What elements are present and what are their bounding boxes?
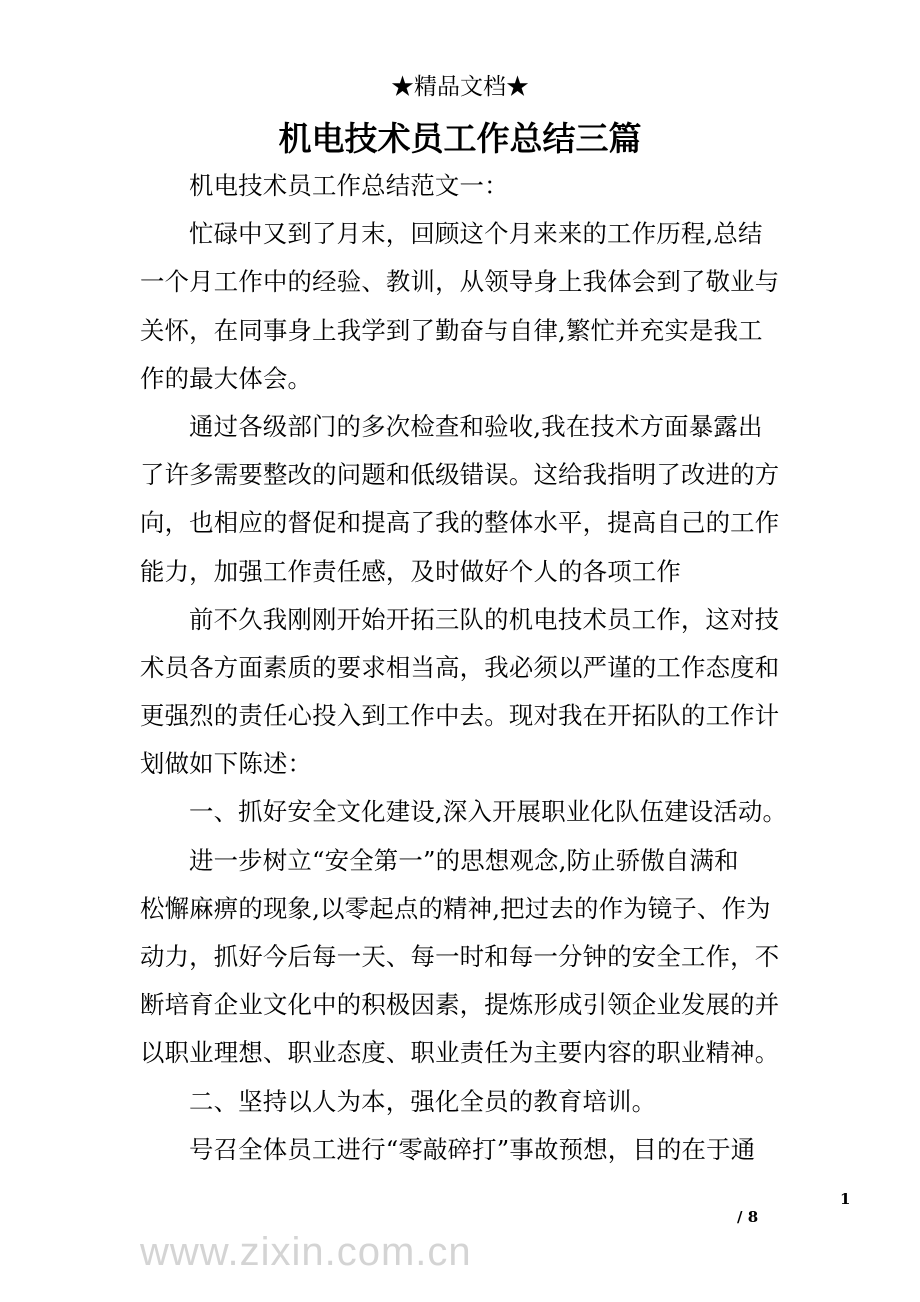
text-line: 一个月工作中的经验、教训，从领导身上我体会到了敬业与 <box>140 267 780 297</box>
text-line: 向，也相应的督促和提高了我的整体水平，提高自己的工作 <box>140 508 780 538</box>
text-line: 了许多需要整改的问题和低级错误。这给我指明了改进的方 <box>140 460 780 490</box>
text-line: 划做如下陈述： <box>140 749 313 779</box>
text-line: 进一步树立“安全第一”的思想观念,防止骄傲自满和 <box>189 845 739 875</box>
document-body <box>140 166 790 1178</box>
text-line: 作的最大体会。 <box>140 363 313 393</box>
watermark: www.zixin.com.cn <box>140 1230 472 1274</box>
page-total: / 8 <box>737 1208 759 1226</box>
text-line: 忙碌中又到了月末，回顾这个月来来的工作历程,总结 <box>189 219 763 249</box>
text-line: 断培育企业文化中的积极因素，提炼形成引领企业发展的并 <box>140 990 780 1020</box>
document-header: ★精品文档★ <box>391 74 529 100</box>
text-line: 通过各级部门的多次检查和验收,我在技术方面暴露出 <box>189 411 763 441</box>
text-line: 术员各方面素质的要求相当高，我必须以严谨的工作态度和 <box>140 652 780 682</box>
document-title: 机电技术员工作总结三篇 <box>278 119 642 158</box>
text-line: 能力，加强工作责任感，及时做好个人的各项工作 <box>140 556 681 586</box>
text-line: 号召全体员工进行“零敲碎打”事故预想，目的在于通 <box>189 1134 756 1164</box>
text-line: 一、抓好安全文化建设,深入开展职业化队伍建设活动。 <box>189 797 788 827</box>
page-number: 1 <box>840 1190 851 1208</box>
text-line: 以职业理想、职业态度、职业责任为主要内容的职业精神。 <box>140 1038 780 1068</box>
text-line: 关怀，在同事身上我学到了勤奋与自律,繁忙并充实是我工 <box>140 315 763 345</box>
text-line: 更强烈的责任心投入到工作中去。现对我在开拓队的工作计 <box>140 701 780 731</box>
text-line: 前不久我刚刚开始开拓三队的机电技术员工作，这对技 <box>189 604 780 634</box>
text-line: 动力，抓好今后每一天、每一时和每一分钟的安全工作，不 <box>140 942 780 971</box>
text-line: 机电技术员工作总结范文一： <box>189 171 509 200</box>
text-line: 松懈麻痹的现象,以零起点的精神,把过去的作为镜子、作为 <box>140 893 771 923</box>
text-line: 二、坚持以人为本，强化全员的教育培训。 <box>189 1086 657 1116</box>
